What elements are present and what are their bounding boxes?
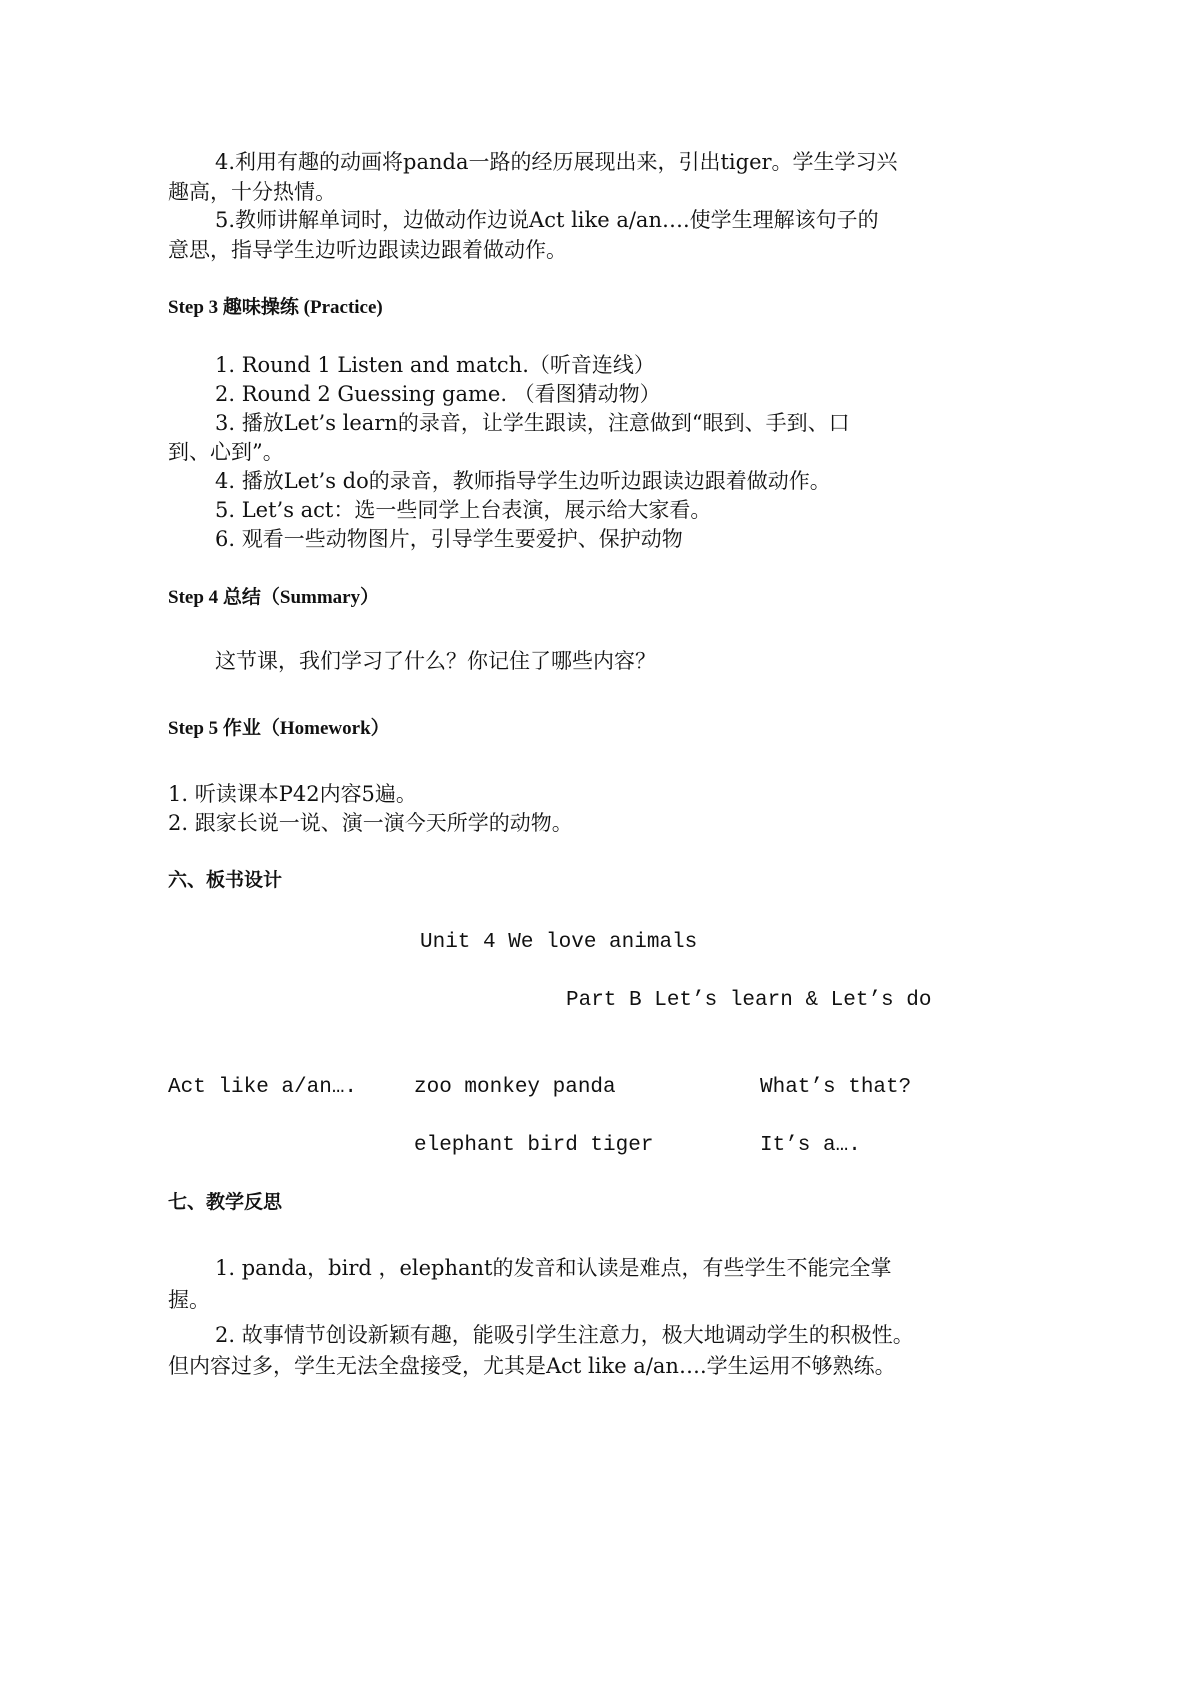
step5-item-1: 1. 听读课本P42内容5遍。	[168, 782, 417, 806]
section7-heading: 七、教学反思	[168, 1192, 283, 1213]
board-words-row2: elephant bird tiger	[414, 1134, 654, 1157]
reflection-2-line1: 2. 故事情节创设新颖有趣，能吸引学生注意力，极大地调动学生的积极性。	[215, 1323, 914, 1347]
board-subtitle: Part B Let’s learn & Let’s do	[566, 989, 932, 1012]
step5-heading: Step 5 作业（Homework）	[168, 718, 390, 739]
step3-item-4: 4. 播放Let’s do的录音，教师指导学生边听边跟读边跟着做动作。	[215, 469, 831, 493]
step3-item-5: 5. Let’s act：选一些同学上台表演，展示给大家看。	[215, 498, 712, 522]
step3-heading: Step 3 趣味操练 (Practice)	[168, 297, 383, 318]
step3-item-2: 2. Round 2 Guessing game. （看图猜动物）	[215, 382, 661, 406]
step3-item-1: 1. Round 1 Listen and match.（听音连线）	[215, 353, 655, 377]
intro-item-4-line1: 4.利用有趣的动画将panda一路的经历展现出来，引出tiger。学生学习兴	[215, 150, 898, 174]
board-answer: It’s a….	[760, 1134, 861, 1157]
board-title: Unit 4 We love animals	[420, 931, 698, 954]
step3-item-3-cont: 到、心到”。	[168, 440, 284, 464]
board-words-row1: zoo monkey panda	[414, 1076, 616, 1099]
intro-item-4-line2: 趣高，十分热情。	[168, 180, 336, 204]
reflection-2-line2: 但内容过多，学生无法全盘接受，尤其是Act like a/an….学生运用不够熟练。	[168, 1354, 896, 1378]
board-sentence: Act like a/an….	[168, 1076, 358, 1099]
step3-item-6: 6. 观看一些动物图片，引导学生要爱护、保护动物	[215, 527, 683, 551]
step4-heading: Step 4 总结（Summary）	[168, 587, 380, 608]
board-question: What’s that?	[760, 1076, 912, 1099]
intro-item-5-line1: 5.教师讲解单词时，边做动作边说Act like a/an….使学生理解该句子的	[215, 208, 879, 232]
intro-item-5-line2: 意思，指导学生边听边跟读边跟着做动作。	[168, 238, 567, 262]
reflection-1-line1: 1. panda，bird ，elephant的发音和认读是难点，有些学生不能完全掌	[215, 1256, 892, 1280]
step4-text: 这节课，我们学习了什么？你记住了哪些内容？	[215, 649, 656, 673]
step5-item-2: 2. 跟家长说一说、演一演今天所学的动物。	[168, 811, 573, 835]
reflection-1-line2: 握。	[168, 1288, 210, 1312]
step3-item-3: 3. 播放Let’s learn的录音，让学生跟读，注意做到“眼到、手到、口	[215, 411, 850, 435]
section6-heading: 六、板书设计	[168, 870, 283, 891]
